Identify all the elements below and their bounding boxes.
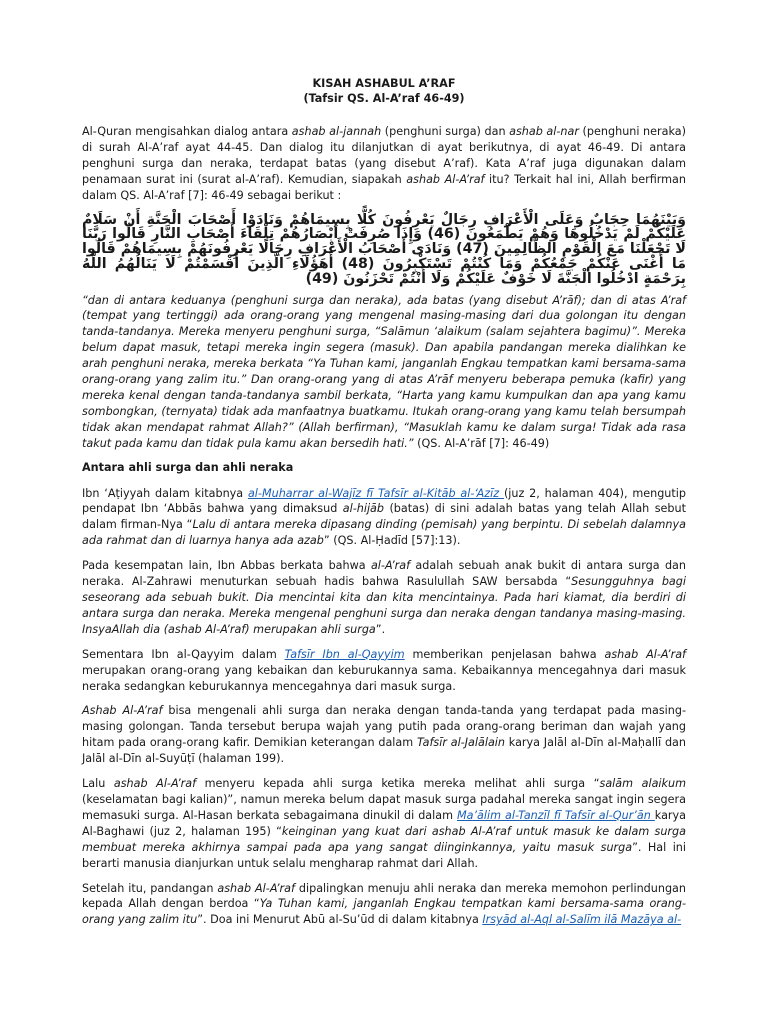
section-heading: Antara ahli surga dan ahli neraka <box>82 460 294 474</box>
paragraph-ibn-atiyyah: Ibn ‘Aṭiyyah dalam kitabnya al-Muharrar al-Wajīz fī Tafsīr al-Kitāb al-‘Azīz (juz 2, halaman 404), mengutip pendapat Ibn ‘Abbās bahwa yang dimaksud al-hijāb (batas) di sini adalah batas yang telah Allah sebut dalam firman-Nya “Lalu di antara mereka dipasang dinding (pemisah) yang berpintu. Di sebelah dalamnya ada rahmat dan di luarnya hanya ada azab” (QS. Al-Ḥadīd [57]:13). <box>82 486 686 548</box>
link-irsyad-al-aql[interactable]: Irsyād al-Aql al-Salīm ilā Mazāya al- <box>482 913 682 927</box>
paragraph-jalalain: Ashab Al-A’raf bisa mengenali ahli surga dan neraka dengan tanda-tanda yang terdapat pada masing-masing golongan. Tanda tersebut berupa wajah yang putih pada orang-orang beriman dan wajah yang hitam pada orang-orang kafir. Demikian keterangan dalam Tafsīr al-Jalālain karya Jalāl al-Dīn al-Maḥallī dan Jalāl al-Dīn al-Suyūṭī (halaman 199). <box>82 704 687 766</box>
paragraph-al-hasan: Lalu ashab Al-A’raf menyeru kepada ahli surga ketika mereka melihat ahli surga “salām alaikum (keselamatan bagi kalian)”, namun mereka belum dapat masuk surga padahal mereka sangat ingin segera memasuki surga. Al-Hasan berkata sebagaimana dinukil di dalam Ma’ālim al-Tanzīl fī Tafsīr al-Qur’ān karya Al-Baghawi (juz 2, halaman 195) “keinginan yang kuat dari ashab Al-A’raf untuk masuk ke dalam surga membuat mereka akhirnya sampai pada apa yang sangat diinginkannya, yaitu masuk surga”. Hal ini berarti manusia dianjurkan untuk selalu mengharap rahmat dari Allah. <box>82 777 686 870</box>
paragraph-ibn-abbas: Pada kesempatan lain, Ibn Abbas berkata bahwa al-A’raf adalah sebuah anak bukit di antara surga dan neraka. Al-Zahrawi menuturkan sebuah hadis bahwa Rasulullah SAW bersabda “Sesungguhnya bagi seseorang ada sebuah bukit. Dia mencintai kita dan kita mencintainya. Pada hari kiamat, dia berdiri di antara surga dan neraka. Mereka mengenal penghuni surga dan neraka dengan tandanya masing-masing. InsyaAllah dia (ashab Al-A’raf) merupakan ahli surga”. <box>82 559 687 636</box>
link-tafsir-ibn-qayyim[interactable]: Tafsīr Ibn al-Qayyim <box>284 647 405 661</box>
intro-paragraph: Al-Quran mengisahkan dialog antara ashab al-jannah (penghuni surga) dan ashab al-nar (penghuni neraka) di surah Al-A’raf ayat 44-45. Dan dialog itu dilanjutkan di ayat berikutnya, di ayat 46-49. Di antara penghuni surga dan neraka, terdapat batas (yang disebut A’raf). Kata A’raf juga digunakan dalam penamaan surat ini (surat al-A’raf). Kemudian, siapakah ashab Al-A’raf itu? Terkait hal ini, Allah berfirman dalam QS. Al-A’raf [7]: 46-49 sebagai berikut : <box>82 125 686 202</box>
link-al-muharrar[interactable]: al-Muharrar al-Wajīz fī Tafsīr al-Kitāb al-‘Azīz <box>247 486 504 500</box>
document-title: KISAH ASHABUL A’RAF <box>312 77 456 90</box>
paragraph-ibn-qayyim: Sementara Ibn al-Qayyim dalam Tafsīr Ibn al-Qayyim memberikan penjelasan bahwa ashab Al-A’raf merupakan orang-orang yang kebaikan dan keburukannya sama. Kebaikannya mencegahnya dari masuk neraka sedangkan keburukannya mencegahnya dari masuk surga. <box>82 647 686 693</box>
document-subtitle: (Tafsir QS. Al-A’raf 46-49) <box>303 92 465 105</box>
verse-translation: “dan di antara keduanya (penghuni surga dan neraka), ada batas (yang disebut A’rāf); dan di atas A’raf (tempat yang tertinggi) ada orang-orang yang mengenal masing-masing dari dua golongan itu dengan tanda-tandanya. Mereka menyeru penghuni surga, “Salāmun ‘alaikum (salam sejahtera bagimu)”. Mereka belum dapat masuk, tetapi mereka ingin segera (masuk). Dan apabila pandangan mereka dialihkan ke arah penghuni neraka, mereka berkata “Ya Tuhan kami, janganlah Engkau tempatkan kami bersama-sama orang-orang yang zalim itu.” Dan orang-orang yang di atas A’rāf menyeru beberapa pemuka (kafir) yang mereka kenal dengan tanda-tandanya sambil berkata, “Harta yang kamu kumpulkan dan apa yang kamu sombongkan, (ternyata) tidak ada manfaatnya buatkamu. Itukah orang-orang yang kamu telah bersumpah tidak akan mendapat rahmat Allah?” (Allah berfirman), “Masuklah kamu ke dalam surga! Tidak ada rasa takut pada kamu dan tidak pula kamu akan bersedih hati.” (QS. Al-A’rāf [7]: 46-49) <box>82 293 686 450</box>
link-maalim-al-tanzil[interactable]: Ma’ālim al-Tanzīl fī Tafsīr al-Qur’ān <box>456 808 655 822</box>
title-spacer <box>82 106 686 124</box>
paragraph-abu-al-suud: Setelah itu, pandangan ashab Al-A’raf dipalingkan menuju ahli neraka dan mereka memohon perlindungan kepada Allah dengan berdoa “Ya Tuhan kami, janganlah Engkau tempatkan kami bersama-sama orang-orang yang zalim itu”. Doa ini Menurut Abū al-Su’ūd di dalam kitabnya Irsyād al-Aql al-Salīm ilā Mazāya al- <box>82 881 687 927</box>
arabic-verse: وَبَيْنَهُمَا حِجَابٌ وَعَلَى الْأَعْرَافِ رِجَالٌ يَعْرِفُونَ كُلًّا بِسِيمَاهُمْ وَنَادَوْا أَصْحَابَ الْجَنَّةِ أَنْ سَلَامٌ عَلَيْكُمْ لَمْ يَدْخُلُوهَا وَهُمْ يَطْمَعُونَ (46) وَإِذَا صُرِفَتْ أَبْصَارُهُمْ تِلْقَاءَ أَصْحَابِ النَّارِ قَالُوا رَبَّنَا لَا تَجْعَلْنَا مَعَ الْقَوْمِ الظَّالِمِينَ (47) وَنَادَى أَصْحَابُ الْأَعْرَافِ رِجَالًا يَعْرِفُونَهُمْ بِسِيمَاهُمْ قَالُوا مَا أَغْنَى عَنْكُمْ جَمْعُكُمْ وَمَا كُنْتُمْ تَسْتَكْبِرُونَ (48) أَهَؤُلَاءِ الَّذِينَ أَقْسَمْتُمْ لَا يَنَالُهُمُ اللَّهُ بِرَحْمَةٍ ادْخُلُوا الْجَنَّةَ لَا خَوْفٌ عَلَيْكُمْ وَلَا أَنْتُمْ تَحْزَنُونَ (49) <box>82 211 686 287</box>
